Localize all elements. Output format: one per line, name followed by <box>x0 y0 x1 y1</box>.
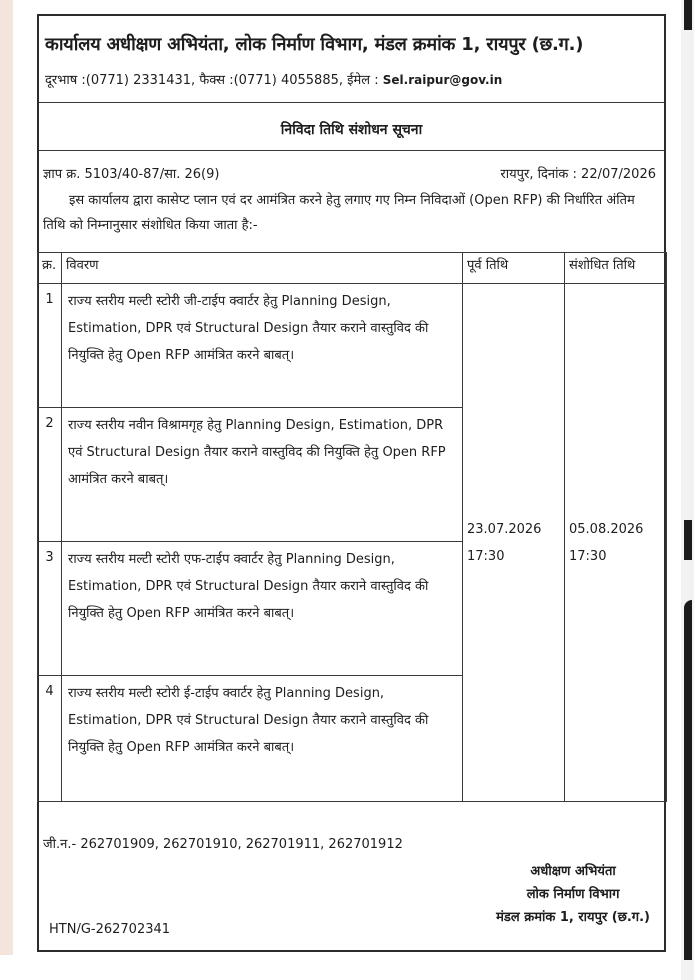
row-number: 3 <box>38 542 62 676</box>
signatory-department: लोक निर्माण विभाग <box>526 887 620 902</box>
email-address: Sel.raipur@gov.in <box>382 73 503 87</box>
revised-date: 05.08.2026 <box>569 521 644 537</box>
divider <box>39 150 664 151</box>
divider <box>39 102 664 103</box>
notice-body: इस कार्यालय द्वारा कासेप्ट प्लान एवं दर आमंत्रित करने हेतु लगाए गए निम्न निविदाओं (Open RFP) की निर्धारित अंतिम तिथि को निम्नानुसार संशोधित किया जाता है:- <box>43 193 635 233</box>
signatory-office: मंडल क्रमांक 1, रायपुर (छ.ग.) <box>496 910 650 925</box>
tender-notice <box>37 14 666 952</box>
revised-time: 17:30 <box>569 548 607 564</box>
rfp-table <box>37 252 667 802</box>
notice-title: निविदा तिथि संशोधन सूचना <box>280 122 423 138</box>
contact-line <box>45 70 502 88</box>
row-number: 2 <box>38 408 62 542</box>
row-description: राज्य स्तरीय नवीन विश्रामगृह हेतु Planning Design, Estimation, DPR एवं Structural Design तैयार कराने वास्तुविद की नियुक्ति हेतु Open RFP आमंत्रित करने बाबत्। <box>62 408 463 542</box>
header-revised-date: संशोधित तिथि <box>565 253 667 284</box>
previous-date: 23.07.2026 <box>467 521 542 537</box>
phone-fax-text: दूरभाष :(0771) 2331431, फैक्स :(0771) 4055885, ईमेल : <box>45 73 383 88</box>
signature-block <box>496 860 650 929</box>
publication-code: HTN/G-262702341 <box>49 922 171 937</box>
adjacent-ad-edge <box>684 0 692 30</box>
notice-date: रायपुर, दिनांक : 22/07/2026 <box>500 167 656 182</box>
header-description: विवरण <box>62 253 463 284</box>
table-header-row <box>38 253 667 284</box>
header-previous-date: पूर्व तिथि <box>463 253 565 284</box>
office-title: कार्यालय अधीक्षण अभियंता, लोक निर्माण विभाग, मंडल क्रमांक 1, रायपुर (छ.ग.) <box>45 34 584 55</box>
row-number: 1 <box>38 284 62 408</box>
revised-date-cell <box>565 284 667 802</box>
memo-reference: ज्ञाप क्र. 5103/40-87/सा. 26(9) <box>43 167 220 182</box>
row-description: राज्य स्तरीय मल्टी स्टोरी एफ-टाईप क्वार्टर हेतु Planning Design, Estimation, DPR एवं Structural Design तैयार कराने वास्तुविद की नियुक्ति हेतु Open RFP आमंत्रित करने बाबत्। <box>62 542 463 676</box>
table-row <box>38 284 667 408</box>
adjacent-ad-edge <box>684 600 692 960</box>
adjacent-ad-edge <box>684 520 692 560</box>
previous-time: 17:30 <box>467 548 505 564</box>
row-number: 4 <box>38 676 62 802</box>
row-description: राज्य स्तरीय मल्टी स्टोरी ई-टाईप क्वार्टर हेतु Planning Design, Estimation, DPR एवं Structural Design तैयार कराने वास्तुविद की नियुक्ति हेतु Open RFP आमंत्रित करने बाबत्। <box>62 676 463 802</box>
gn-numbers: जी.न.- 262701909, 262701910, 262701911, 262701912 <box>43 837 403 852</box>
header-serial: क्र. <box>38 253 62 284</box>
previous-date-cell <box>463 284 565 802</box>
signatory-designation: अधीक्षण अभियंता <box>530 864 616 879</box>
row-description: राज्य स्तरीय मल्टी स्टोरी जी-टाईप क्वार्टर हेतु Planning Design, Estimation, DPR एवं Structural Design तैयार कराने वास्तुविद की नियुक्ति हेतु Open RFP आमंत्रित करने बाबत्। <box>62 284 463 408</box>
left-page-margin <box>0 0 13 955</box>
